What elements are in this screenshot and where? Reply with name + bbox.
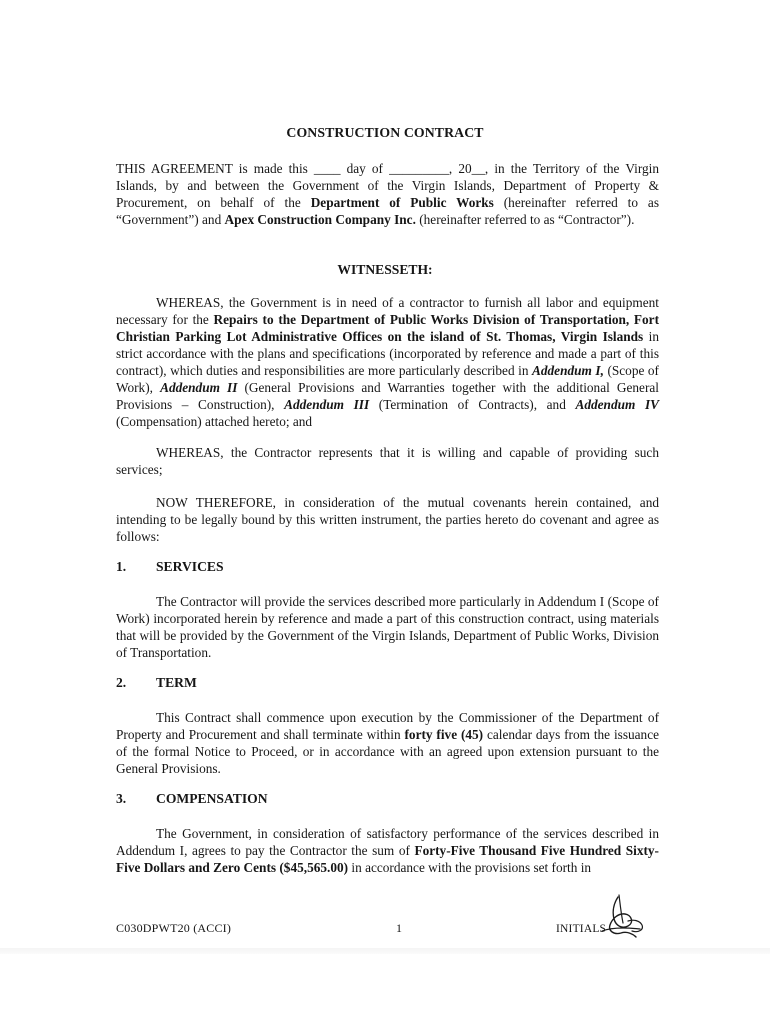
addendum-3-ref: Addendum III bbox=[284, 397, 370, 412]
whereas1-text-2: in strict accordance with the plans and specifications (incorporated by reference and made a part of this contract), which duties and responsibilities are more particularly described in bbox=[116, 329, 659, 378]
whereas1-text-4: (General Provisions and Warranties together with the additional General Provisions – Construction), bbox=[116, 380, 659, 412]
section-2-text-1: This Contract shall commence upon execution by the Commissioner of the Department of Property and Procurement and shall terminate within bbox=[116, 710, 659, 742]
section-1-text: The Contractor will provide the services described more particularly in Addendum I (Scope of Work) incorporated herein by reference and made a part of this construction contract, using materials that will be provided by the Government of the Virgin Islands, Department of Public Works, Division of Transportation. bbox=[116, 594, 659, 660]
witnesseth-heading: WITNESSETH: bbox=[337, 262, 433, 277]
section-1-paragraph bbox=[116, 593, 659, 661]
footer-page-number: 1 bbox=[396, 921, 402, 935]
intro-text-2: (hereinafter referred to as “Government”) and bbox=[116, 195, 659, 227]
section-2-heading: TERM bbox=[156, 675, 197, 690]
section-2-number: 2. bbox=[116, 675, 127, 690]
section-3-amount: Forty-Five Thousand Five Hundred Sixty-Five Dollars and Zero Cents ($45,565.00) bbox=[116, 843, 659, 875]
whereas1-text-6: (Compensation) attached hereto; and bbox=[116, 414, 313, 429]
section-2-duration: forty five (45) bbox=[404, 727, 484, 742]
intro-text-1: THIS AGREEMENT is made this ____ day of _________, 20__, in the Territory of the Virgin Islands, by and between the Government of the Virgin Islands, Department of Property & Procurement, on behalf of the bbox=[116, 161, 659, 210]
intro-department-name: Department of Public Works bbox=[310, 195, 494, 210]
intro-paragraph bbox=[116, 160, 659, 228]
intro-contractor-name: Apex Construction Company Inc. bbox=[224, 212, 416, 227]
footer-document-code: C030DPWT20 (ACCI) bbox=[116, 921, 232, 935]
addendum-4-ref: Addendum IV bbox=[575, 397, 660, 412]
initials-signature-icon bbox=[588, 893, 650, 945]
section-3-heading: COMPENSATION bbox=[156, 791, 268, 806]
section-2-text-2: calendar days from the issuance of the formal Notice to Proceed, or in accordance with an agreed upon extension pursuant to the General Provisions. bbox=[116, 727, 659, 776]
page-title: CONSTRUCTION CONTRACT bbox=[286, 125, 484, 140]
scan-edge-band bbox=[0, 948, 770, 954]
section-3-text-2: in accordance with the provisions set forth in bbox=[348, 860, 592, 875]
whereas2-text: WHEREAS, the Contractor represents that it is willing and capable of providing such services; bbox=[116, 445, 659, 477]
section-1-heading: SERVICES bbox=[156, 559, 224, 574]
now-therefore-text: NOW THEREFORE, in consideration of the mutual covenants herein contained, and intending to be legally bound by this written instrument, the parties hereto do covenant and agree as follows: bbox=[116, 495, 659, 544]
footer-initials-label: INITIALS bbox=[556, 923, 607, 935]
intro-text-3: (hereinafter referred to as “Contractor”). bbox=[415, 212, 635, 227]
section-3-paragraph bbox=[116, 825, 659, 876]
section-3-text-1: The Government, in consideration of satisfactory performance of the services described in Addendum I, agrees to pay the Contractor the sum of bbox=[116, 826, 659, 858]
whereas1-text-1: WHEREAS, the Government is in need of a contractor to furnish all labor and equipment necessary for the bbox=[116, 295, 659, 327]
section-1-number: 1. bbox=[116, 559, 127, 574]
section-2-paragraph bbox=[116, 709, 659, 777]
whereas-paragraph-1 bbox=[116, 294, 659, 430]
addendum-2-ref: Addendum II bbox=[160, 380, 238, 395]
addendum-1-ref: Addendum I, bbox=[532, 363, 604, 378]
whereas1-text-3: (Scope of Work), bbox=[116, 363, 659, 395]
section-3-number: 3. bbox=[116, 791, 127, 806]
whereas1-text-5: (Termination of Contracts), and bbox=[369, 397, 576, 412]
now-therefore-paragraph bbox=[116, 494, 659, 545]
whereas-paragraph-2 bbox=[116, 444, 659, 478]
whereas1-project-name: Repairs to the Department of Public Works Division of Transportation, Fort Christian Parking Lot Administrative Offices on the island of St. Thomas, Virgin Islands bbox=[116, 312, 660, 344]
